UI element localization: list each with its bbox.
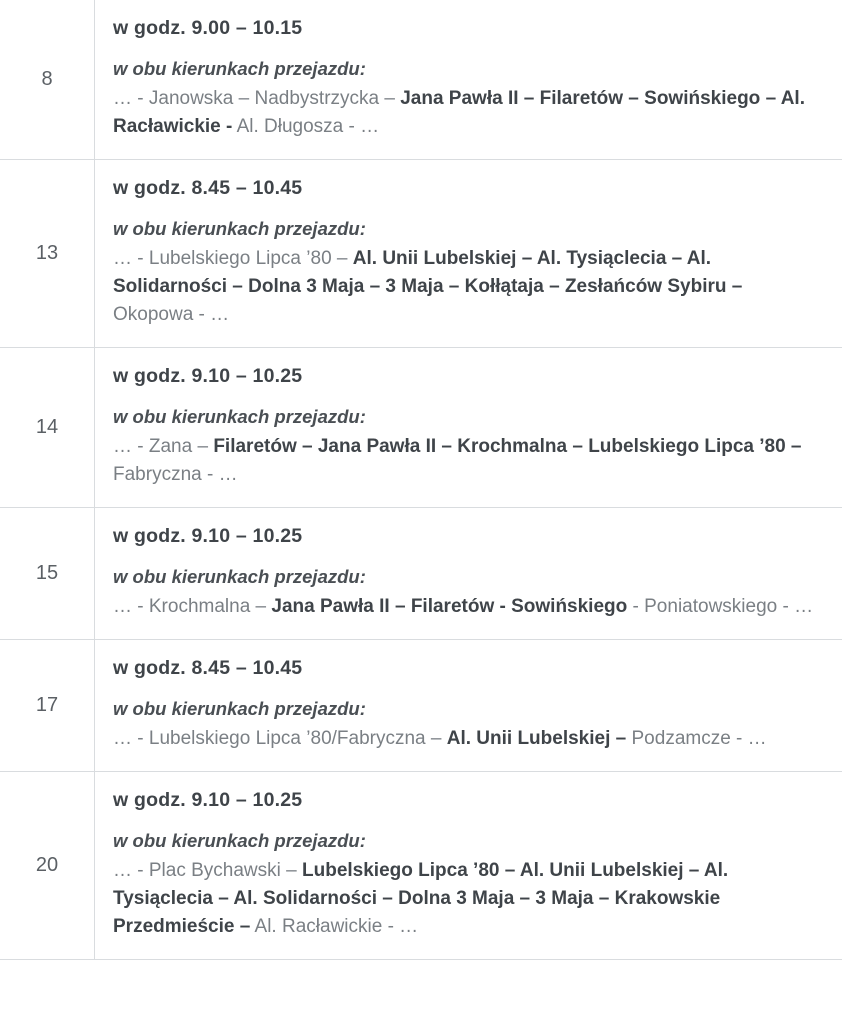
line-number-cell: 14 (0, 347, 95, 507)
line-number-cell: 15 (0, 507, 95, 639)
direction-label: w obu kierunkach przejazdu: (113, 697, 366, 719)
service-hours: w godz. 9.10 – 10.25 (113, 364, 303, 387)
route-detail-cell (95, 507, 842, 639)
line-number-cell: 8 (0, 0, 95, 159)
route-detail-cell (95, 0, 842, 159)
table-row (0, 0, 842, 159)
direction-label: w obu kierunkach przejazdu: (113, 406, 366, 428)
route-path: … - Lubelskiego Lipca ’80 – Al. Unii Lubelskiej – Al. Tysiąclecia – Al. Solidarności – Dolna 3 Maja – 3 Maja – Kołłątaja – Zesłańców Sybiru – Okopowa - … (113, 248, 743, 325)
route-path: … - Janowska – Nadbystrzycka – Jana Pawła II – Filaretów – Sowińskiego – Al. Racławickie - Al. Długosza - … (113, 88, 805, 137)
table-row (0, 347, 842, 507)
route-path: … - Plac Bychawski – Lubelskiego Lipca ’80 – Al. Unii Lubelskiej – Al. Tysiąclecia – Al. Solidarności – Dolna 3 Maja – 3 Maja – Krakowskie Przedmieście – Al. Racławickie - … (113, 859, 729, 937)
service-hours: w godz. 9.10 – 10.25 (113, 788, 303, 811)
route-path: … - Krochmalna – Jana Pawła II – Filaretów - Sowińskiego - Poniatowskiego - … (113, 595, 814, 617)
route-detail-cell (95, 347, 842, 507)
table-row (0, 771, 842, 959)
service-hours: w godz. 8.45 – 10.45 (113, 176, 303, 199)
direction-label: w obu kierunkach przejazdu: (113, 565, 366, 587)
line-number-cell: 17 (0, 639, 95, 771)
route-path: … - Zana – Filaretów – Jana Pawła II – Krochmalna – Lubelskiego Lipca ’80 – Fabryczna - … (113, 435, 802, 485)
table-row (0, 639, 842, 771)
service-hours: w godz. 9.10 – 10.25 (113, 524, 303, 547)
route-detail-cell (95, 771, 842, 959)
line-number-cell: 20 (0, 771, 95, 959)
direction-label: w obu kierunkach przejazdu: (113, 58, 366, 80)
service-hours: w godz. 8.45 – 10.45 (113, 656, 303, 679)
table-row (0, 507, 842, 639)
direction-label: w obu kierunkach przejazdu: (113, 218, 366, 240)
route-detail-cell (95, 159, 842, 347)
service-hours: w godz. 9.00 – 10.15 (113, 17, 303, 39)
line-number-cell: 13 (0, 159, 95, 347)
route-path: … - Lubelskiego Lipca ’80/Fabryczna – Al. Unii Lubelskiej – Podzamcze - … (113, 727, 767, 749)
table-row (0, 159, 842, 347)
route-detail-cell (95, 639, 842, 771)
direction-label: w obu kierunkach przejazdu: (113, 829, 366, 851)
